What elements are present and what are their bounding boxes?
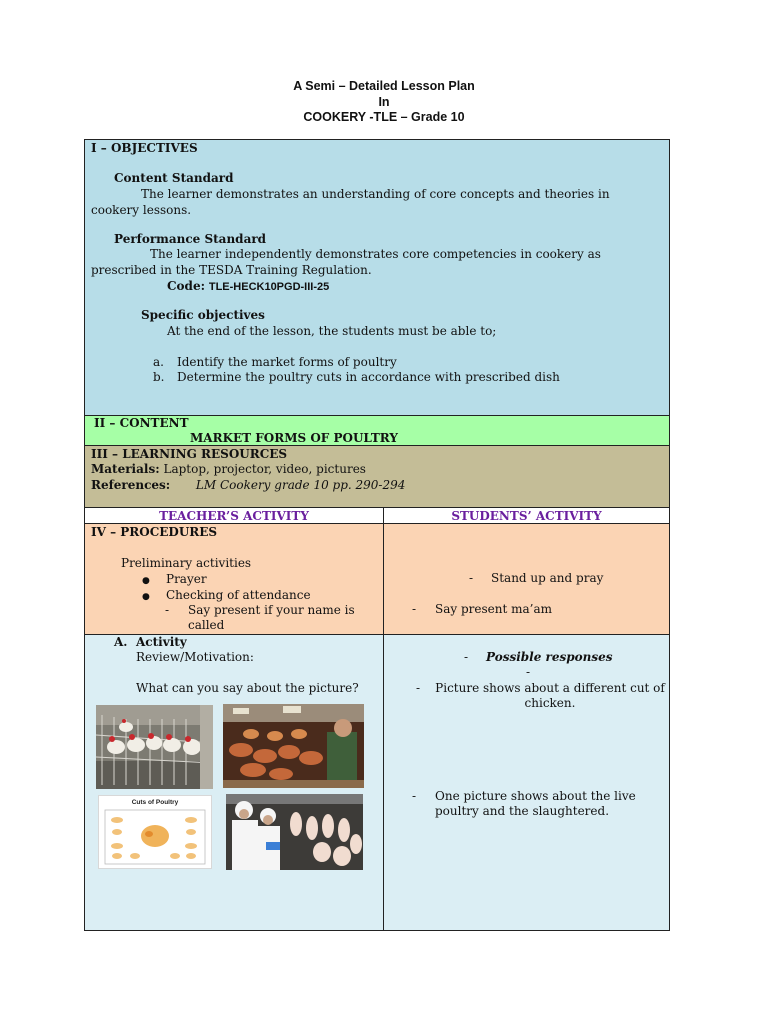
objective-text-a: Identify the market forms of poultry [177, 355, 397, 369]
teacher-activity-header: TEACHER’S ACTIVITY [159, 509, 309, 523]
content-standard-text-2: cookery lessons. [91, 203, 192, 217]
prayer-text: Prayer [166, 572, 207, 586]
review-motivation: Review/Motivation: [136, 650, 254, 664]
learning-resources-section [84, 445, 670, 508]
content-standard-text-1: The learner demonstrates an understanding of core concepts and theories in [141, 187, 610, 201]
specific-objectives-label: Specific objectives [141, 308, 265, 322]
objective-marker-b: b. [153, 370, 165, 384]
content-topic: MARKET FORMS OF POULTRY [190, 431, 398, 445]
title-line-2: In [378, 94, 390, 109]
procedures-section [84, 523, 670, 635]
picture-question: What can you say about the picture? [136, 681, 359, 695]
activity-heading: Activity [136, 635, 187, 649]
materials-label: Materials: [91, 462, 160, 476]
response-different-cut: Picture shows about a different cut of chicken. [435, 681, 665, 710]
lesson-plan-title [0, 79, 768, 126]
resources-heading: III – LEARNING RESOURCES [91, 447, 288, 461]
preliminary-activities: Preliminary activities [121, 556, 252, 570]
say-present-instruction: Say present if your name is called [188, 603, 355, 632]
bullet-icon: ● [142, 592, 150, 602]
code-value: TLE-HECK10PGD-III-25 [208, 281, 330, 293]
objective-item-a [153, 355, 397, 370]
title-line-1: A Semi – Detailed Lesson Plan [293, 79, 475, 93]
response-live-poultry: One picture shows about the live poultry and the slaughtered. [435, 789, 636, 818]
references-label: References: [91, 478, 171, 492]
bullet-icon: ● [142, 576, 150, 586]
poultry-market-photo [223, 704, 364, 788]
specific-objectives-intro: At the end of the lesson, the students must be able to; [167, 324, 497, 338]
poster-title: Cuts of Poultry [131, 799, 179, 806]
activity-marker: A. [114, 635, 128, 649]
content-standard-label: Content Standard [114, 171, 234, 185]
possible-responses-dash: - [464, 650, 469, 664]
student-dash-2: - [412, 602, 417, 616]
procedures-heading: IV – PROCEDURES [91, 525, 218, 539]
materials-value: Laptop, projector, video, pictures [163, 462, 366, 476]
activity-section [84, 634, 670, 931]
performance-standard-text-2: prescribed in the TESDA Training Regulation. [91, 263, 372, 277]
possible-responses-label: Possible responses [486, 650, 613, 664]
response-dash-1: - [416, 681, 421, 695]
content-section [84, 415, 670, 446]
content-heading: II – CONTENT [94, 416, 189, 430]
sub-bullet-dash: - [165, 603, 170, 617]
empty-dash: - [526, 665, 531, 679]
code-label: Code: [167, 279, 206, 293]
response-dash-2: - [412, 789, 417, 803]
caged-chickens-photo [96, 705, 213, 789]
student-response-attendance: Say present ma’am [435, 602, 552, 616]
performance-standard-text-1: The learner independently demonstrates core competencies in cookery as [150, 247, 601, 261]
references-row [91, 478, 405, 493]
objective-text-b: Determine the poultry cuts in accordance with prescribed dish [177, 370, 560, 384]
objective-marker-a: a. [153, 355, 164, 369]
references-value: LM Cookery grade 10 pp. 290-294 [195, 478, 406, 492]
title-line-3: COOKERY -TLE – Grade 10 [303, 110, 465, 124]
poultry-processing-photo [226, 794, 363, 870]
activity-item [114, 635, 187, 650]
performance-standard-label: Performance Standard [114, 232, 267, 246]
materials-row [91, 462, 366, 477]
student-dash-1: - [469, 571, 474, 585]
students-activity-header: STUDENTS’ ACTIVITY [451, 509, 602, 523]
attendance-text: Checking of attendance [166, 588, 311, 602]
competency-code [167, 279, 329, 295]
objectives-section [84, 139, 670, 416]
cuts-of-poultry-poster [98, 795, 212, 869]
activity-column-headers [84, 507, 670, 524]
student-response-prayer: Stand up and pray [491, 571, 604, 585]
prayer-item [142, 572, 207, 589]
objectives-heading: I – OBJECTIVES [91, 141, 198, 155]
objective-item-b [153, 370, 560, 385]
